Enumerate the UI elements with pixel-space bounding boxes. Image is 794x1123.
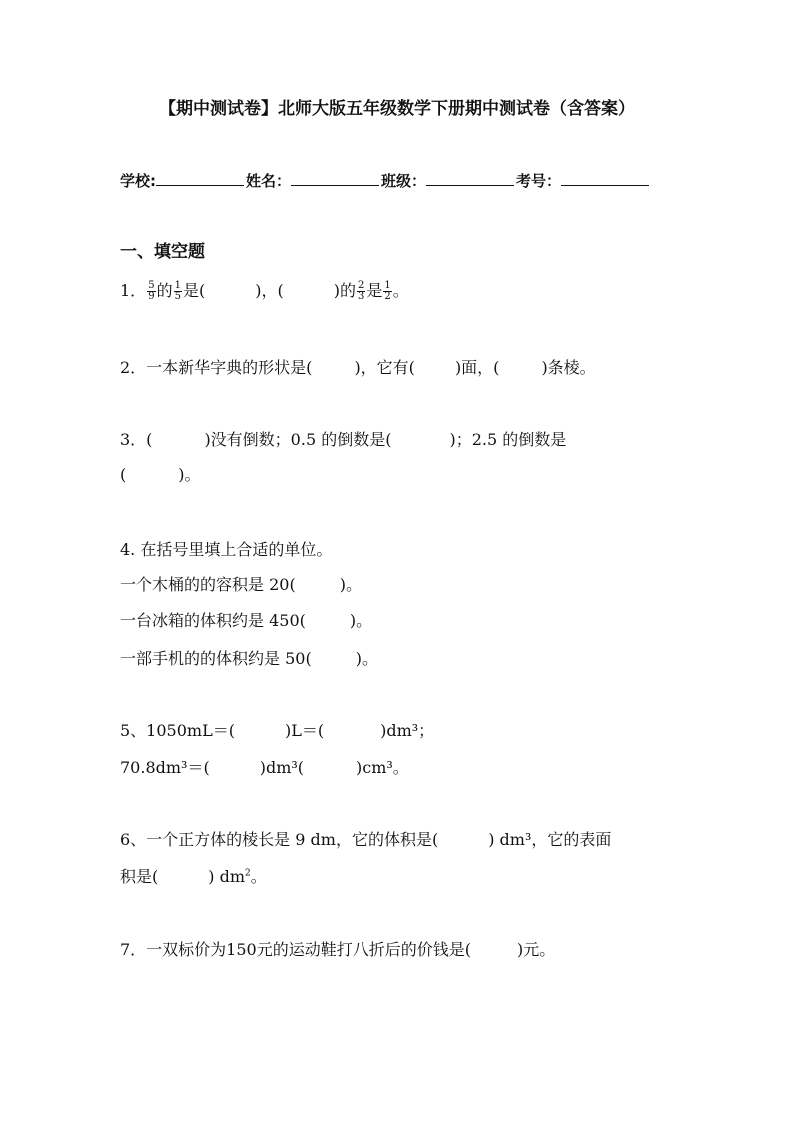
exam-number-blank[interactable] [561,171,649,186]
fraction-2-3: $\frac{2}{3}$ [357,280,365,302]
question-4-heading: 4. 在括号里填上合适的单位。 [120,540,333,559]
question-5-line-2: 70.8dm³＝( )dm³( )cm³。 [120,758,409,777]
fraction-1-5: $\frac{1}{5}$ [174,280,181,302]
question-1: 1． $\frac{5}{9}$ 的 $\frac{1}{5}$ 是( )，( )的 $\frac{2}{3}$ 是 $\frac{1}{2}$ 。 [120,280,409,302]
fraction-5-9: $\frac{5}{9}$ [148,280,155,302]
name-label: 姓名： [246,172,292,190]
class-label: 班级： [381,172,427,190]
student-info-line [120,170,651,191]
question-4-item-3: 一部手机的的体积约是 50( )。 [120,649,378,668]
exam-number-label: 考号： [516,172,562,190]
question-4-item-2: 一台冰箱的体积约是 450( )。 [120,611,373,630]
school-label: 学校: [120,172,156,190]
question-6-line-1: 6、一个正方体的棱长是 9 dm，它的体积是( ) dm³，它的表面 [120,830,612,849]
question-5-line-1: 5、1050mL＝( )L＝( )dm³； [120,721,435,740]
class-blank[interactable] [426,171,514,186]
question-2: 2．一本新华字典的形状是( )，它有( )面，( )条棱。 [120,358,596,377]
question-7: 7．一双标价为150元的运动鞋打八折后的价钱是( )元。 [120,940,556,959]
name-blank[interactable] [291,171,379,186]
question-4-item-1: 一个木桶的的容积是 20( )。 [120,575,362,594]
school-blank[interactable] [156,171,244,186]
fraction-1-2: $\frac{1}{2}$ [384,280,391,302]
page-title: 【期中测试卷】北师大版五年级数学下册期中测试卷（含答案） [159,99,635,119]
question-6-line-2: 积是( ) $dm^2$。 [120,867,267,886]
question-3-cont: ( )。 [120,465,201,484]
question-3: 3．( )没有倒数；0.5 的倒数是( )；2.5 的倒数是 [120,430,567,449]
section-heading: 一、填空题 [120,242,205,262]
